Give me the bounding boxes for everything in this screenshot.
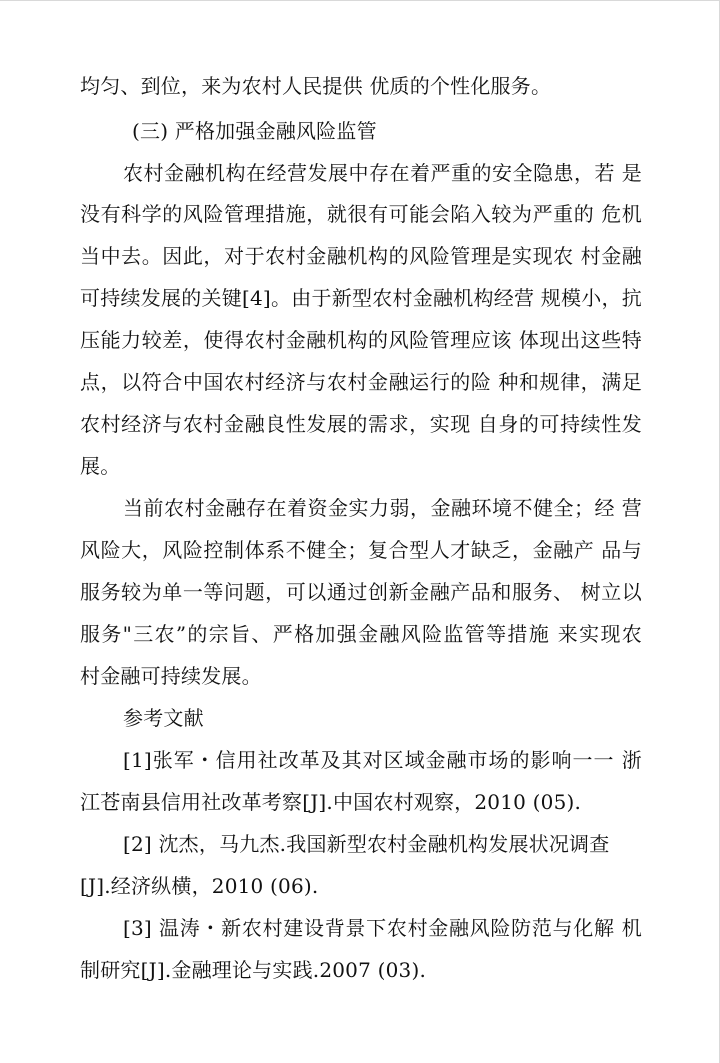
paragraph-line: 风险大，风险控制体系不健全；复合型人才缺乏，金融产 品与 [80,538,642,562]
paragraph-line: 压能力较差，使得农村金融机构的风险管理应该 体现出这些特 [80,328,642,352]
reference-line: 制研究[J].金融理论与实践.2007 (03). [80,958,427,982]
reference-line: [3] 温涛・新农村建设背景下农村金融风险防范与化解 机 [123,916,642,940]
reference-line: [1]张军・信用社改革及其对区域金融市场的影响一一 浙 [123,748,642,772]
references-heading: 参考文献 [123,706,204,730]
reference-line: [2] 沈杰，马九杰.我国新型农村金融机构发展状况调查 [123,832,610,856]
paragraph-line: 可持续发展的关键[4]。由于新型农村金融机构经营 规模小，抗 [80,286,642,310]
reference-line: 江苍南县信用社改革考察[J].中国农村观察，2010 (05). [80,790,582,814]
paragraph-line: 服务"三农”的宗旨、严格加强金融风险监管等措施 来实现农 [80,622,642,646]
paragraph-line: 村金融可持续发展。 [80,664,262,688]
reference-line: [J].经济纵横，2010 (06). [80,874,319,898]
section-heading: (三) 严格加强金融风险监管 [132,119,377,143]
paragraph-line: 农村经济与农村金融良性发展的需求，实现 自身的可持续性发 [80,412,642,436]
paragraph-line: 当前农村金融存在着资金实力弱，金融环境不健全；经 营 [123,496,642,520]
paragraph-line: 点，以符合中国农村经济与农村金融运行的险 种和规律，满足 [80,370,642,394]
paragraph-line: 展。 [80,454,121,478]
paragraph-line: 农村金融机构在经营发展中存在着严重的安全隐患，若 是 [123,161,642,185]
paragraph-line: 当中去。因此，对于农村金融机构的风险管理是实现农 村金融 [80,244,642,268]
paragraph-line: 服务较为单一等问题，可以通过创新金融产品和服务、 树立以 [80,580,642,604]
paragraph-line: 均匀、到位，来为农村人民提供 优质的个性化服务。 [80,74,552,98]
paragraph-line: 没有科学的风险管理措施，就很有可能会陷入较为严重的 危机 [80,202,642,226]
